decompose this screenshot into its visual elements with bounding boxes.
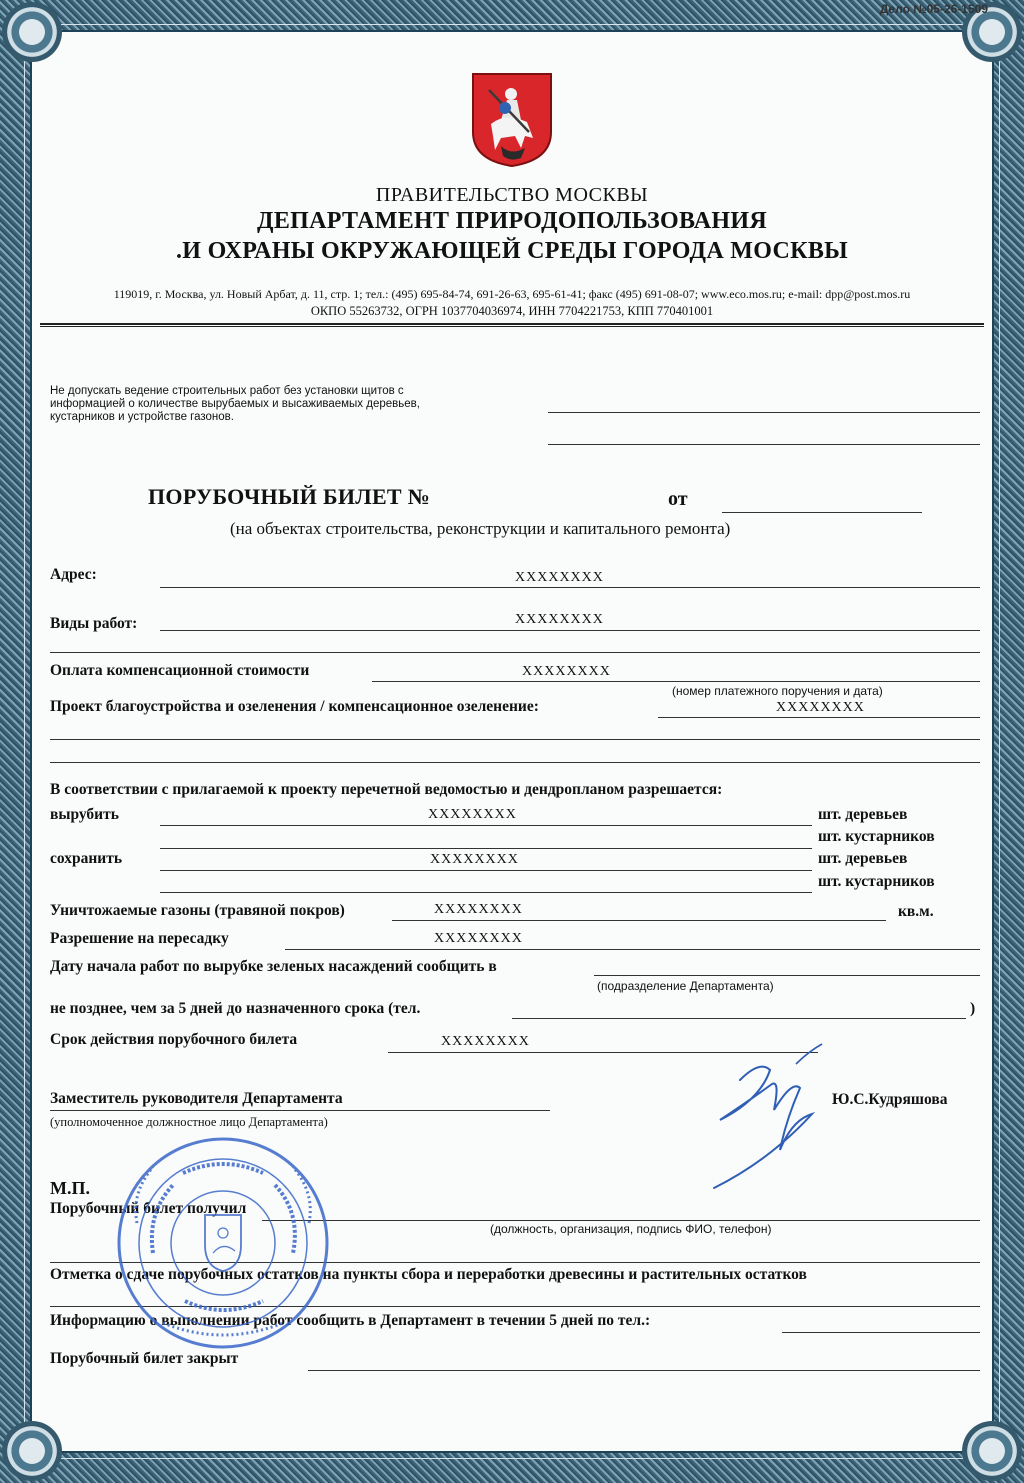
lawns-line: [392, 920, 886, 921]
ticket-title: ПОРУБОЧНЫЙ БИЛЕТ №: [148, 484, 431, 509]
cut-trees-line: [160, 825, 812, 826]
validity-value: XXXXXXXX: [441, 1034, 530, 1049]
payment-value: XXXXXXXX: [522, 664, 611, 679]
transplant-label: Разрешение на пересадку: [50, 930, 229, 947]
closed-line: [308, 1370, 980, 1371]
info-phone-line: [782, 1332, 980, 1333]
cut-label: вырубить: [50, 806, 119, 823]
closed-label: Порубочный билет закрыт: [50, 1350, 239, 1367]
department-title-line2: .И ОХРАНЫ ОКРУЖАЮЩЕЙ СРЕДЫ ГОРОДА МОСКВЫ: [176, 238, 848, 264]
start-date-line: [594, 975, 980, 976]
case-number: Дело №05-26-1509: [879, 2, 988, 16]
government-title: ПРАВИТЕЛЬСТВО МОСКВЫ: [375, 184, 649, 206]
official-stamp: [113, 1133, 333, 1353]
lawns-unit: кв.м.: [898, 903, 934, 920]
department-title-line1: ДЕПАРТАМЕНТ ПРИРОДОПОЛЬЗОВАНИЯ: [257, 208, 767, 234]
payment-line: [372, 681, 980, 682]
signatory-name: Ю.С.Кудряшова: [832, 1091, 948, 1108]
cut-shrubs-unit: шт. кустарников: [818, 828, 935, 845]
transplant-value: XXXXXXXX: [434, 931, 523, 946]
deadline-phone-line: [512, 1018, 966, 1019]
deadline-close: ): [970, 1000, 976, 1017]
keep-trees-line: [160, 870, 812, 871]
construction-notice: Не допускать ведение строительных работ без установки щитов с информацией о количестве вырубаемых и высаживаемых деревьев, кустарников и устройстве газонов.: [50, 385, 420, 423]
deadline-label: не позднее, чем за 5 дней до назначенного срока (тел.: [50, 1000, 421, 1017]
ticket-from-label: от: [668, 488, 688, 510]
header-divider: [40, 323, 984, 327]
notice-line: [548, 444, 980, 445]
start-date-label: Дату начала работ по вырубке зеленых насаждений сообщить в: [50, 958, 497, 975]
permission-intro: В соответствии с прилагаемой к проекту перечетной ведомостью и дендропланом разрешается:: [50, 781, 723, 798]
received-label: Порубочный билет получил: [50, 1200, 247, 1217]
project-value: XXXXXXXX: [776, 700, 865, 715]
ticket-subtitle: (на объектах строительства, реконструкции и капитального ремонта): [230, 519, 731, 538]
remains-label: Отметка о сдаче порубочных остатков на пункты сбора и переработки древесины и растительных остатков: [50, 1266, 807, 1283]
start-date-hint: (подразделение Департамента): [597, 979, 774, 993]
address-label: Адрес:: [50, 566, 97, 583]
lawns-value: XXXXXXXX: [434, 902, 523, 917]
corner-ornament: [962, 1421, 1022, 1481]
corner-ornament: [2, 2, 62, 62]
project-line-3: [50, 762, 980, 763]
signatory-position: Заместитель руководителя Департамента: [50, 1090, 343, 1107]
signatory-line: [50, 1110, 550, 1111]
address-line: [160, 587, 980, 588]
keep-label: сохранить: [50, 850, 123, 867]
payment-label: Оплата компенсационной стоимости: [50, 662, 310, 679]
keep-trees-unit: шт. деревьев: [818, 850, 908, 867]
lawns-label: Уничтожаемые газоны (травяной покров): [50, 902, 345, 919]
department-codes: ОКПО 55263732, ОГРН 1037704036974, ИНН 7704221753, КПП 770401001: [310, 304, 714, 318]
works-line-2: [50, 652, 980, 653]
project-line: [658, 717, 980, 718]
address-value: XXXXXXXX: [515, 570, 604, 585]
info-label: Информацию о выполнении работ сообщить в Департамент в течении 5 дней по тел.:: [50, 1312, 651, 1329]
transplant-line: [285, 949, 980, 950]
project-label: Проект благоустройства и озеленения / компенсационное озеленение:: [50, 698, 539, 715]
moscow-coat-of-arms-icon: [471, 72, 553, 168]
works-label: Виды работ:: [50, 615, 138, 632]
keep-shrubs-unit: шт. кустарников: [818, 873, 935, 890]
corner-ornament: [2, 1421, 62, 1481]
signatory-hint: (уполномоченное должностное лицо Департамента): [50, 1115, 328, 1129]
project-line-2: [50, 739, 980, 740]
validity-label: Срок действия порубочного билета: [50, 1031, 298, 1048]
keep-shrubs-line: [160, 892, 812, 893]
handwritten-signature: [700, 1040, 830, 1190]
cut-value: XXXXXXXX: [428, 807, 517, 822]
works-line: [160, 630, 980, 631]
ticket-date-line: [722, 512, 922, 513]
cut-shrubs-line: [160, 848, 812, 849]
received-line: [262, 1220, 980, 1221]
cut-trees-unit: шт. деревьев: [818, 806, 908, 823]
keep-value: XXXXXXXX: [430, 852, 519, 867]
seal-place-label: М.П.: [50, 1178, 90, 1198]
department-address: 119019, г. Москва, ул. Новый Арбат, д. 11, стр. 1; тел.: (495) 695-84-74, 691-26-63, 695-61-41; факс (495) 691-08-07; www.eco.mos.ru; e-mail: dpp@post.mos.ru: [113, 287, 911, 301]
works-value: XXXXXXXX: [515, 612, 604, 627]
notice-line: [548, 412, 980, 413]
payment-hint: (номер платежного поручения и дата): [672, 684, 883, 698]
received-hint: (должность, организация, подпись ФИО, телефон): [490, 1222, 772, 1236]
